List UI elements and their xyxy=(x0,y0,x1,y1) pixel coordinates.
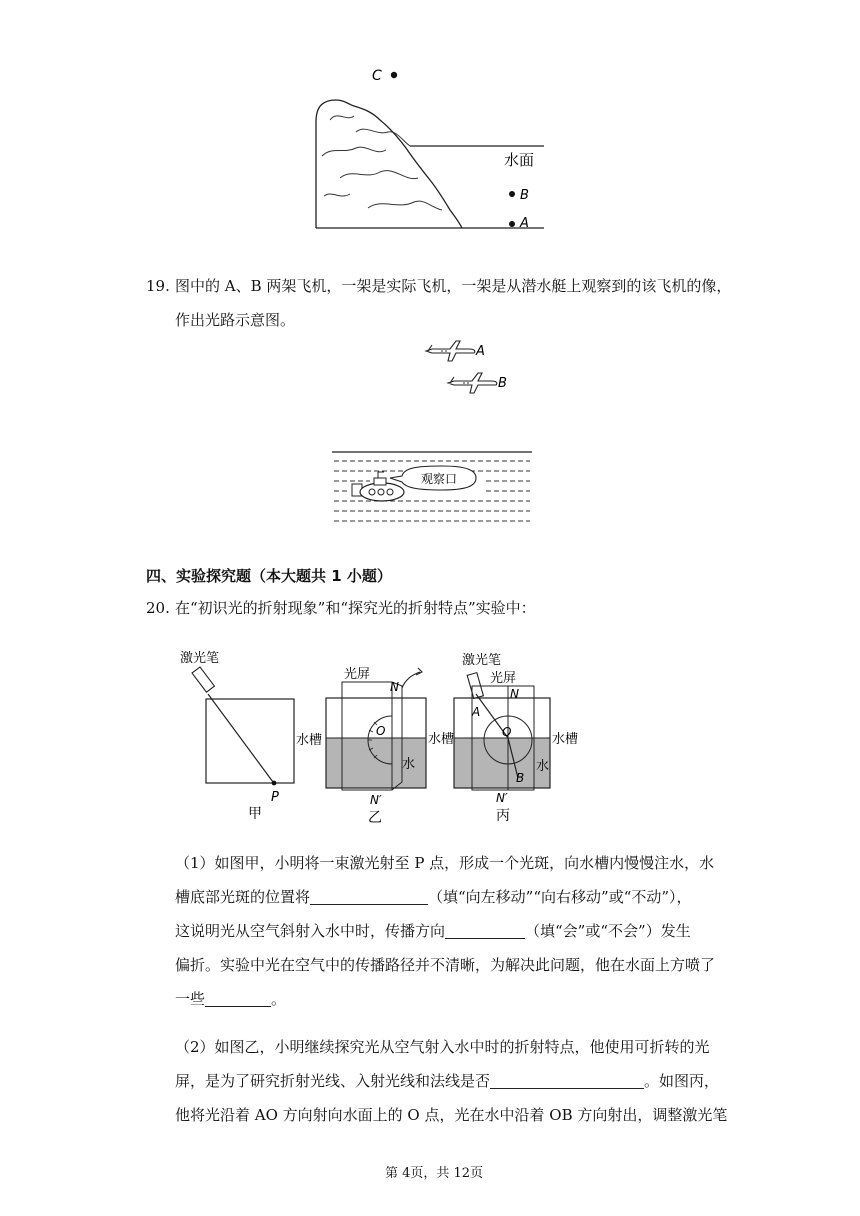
q19-number: 19. xyxy=(146,277,170,295)
label-c: C xyxy=(372,68,382,84)
q20-part1-line5a: 一些 xyxy=(175,990,206,1008)
plane-b-icon xyxy=(448,373,497,393)
yi-screen-label: 光屏 xyxy=(344,667,371,682)
jia-laser-label: 激光笔 xyxy=(180,651,220,666)
answer-blank-2[interactable] xyxy=(445,922,525,939)
label-b: B xyxy=(520,188,529,203)
yi-caption: 乙 xyxy=(368,810,382,826)
q20-part1-line3a: 这说明光从空气斜射入水中时，传播方向 xyxy=(175,922,446,940)
label-a: A xyxy=(520,216,529,231)
page-footer: 第 4页，共 12页 xyxy=(385,1166,484,1181)
q20-part1-line2a: 槽底部光斑的位置将 xyxy=(175,888,311,906)
fig-jia-diagram xyxy=(178,648,323,824)
fig-bing-diagram xyxy=(450,650,585,826)
point-a xyxy=(509,221,515,227)
yi-n-label: N xyxy=(390,680,399,694)
submarine-diagram xyxy=(330,448,534,524)
bing-caption: 丙 xyxy=(496,808,510,824)
rock-line xyxy=(324,194,350,196)
laser-pen-icon xyxy=(192,667,214,692)
planes-figure xyxy=(420,335,520,405)
bing-a-label: A xyxy=(472,705,481,719)
bing-screen-label: 光屏 xyxy=(490,671,517,686)
jia-tank xyxy=(206,699,294,783)
q20-part2-line2a: 屏，是为了研究折射光线、入射光线和法线是否 xyxy=(175,1072,491,1090)
cliff-water-diagram xyxy=(310,60,550,240)
yi-n-prime-label: N′ xyxy=(370,793,382,807)
fig-yi xyxy=(322,658,455,826)
jia-caption: 甲 xyxy=(248,806,262,822)
q20-stem: 在“初识光的折射现象”和“探究光的折射特点”实验中： xyxy=(175,599,536,617)
q19-text-line1: 图中的 A、B 两架飞机，一架是实际飞机，一架是从潜水艇上观察到的该飞机的像， xyxy=(175,277,732,295)
fig-bing xyxy=(450,650,585,826)
bing-laser-label: 激光笔 xyxy=(462,653,502,668)
q20-part2-line2b: 。如图丙， xyxy=(644,1072,720,1090)
fig-yi-diagram xyxy=(322,658,455,826)
window-label: 观察口 xyxy=(421,472,458,486)
q20-part1-line3 xyxy=(175,920,691,941)
point-c xyxy=(391,72,397,78)
q20-part2-line1: （2）如图乙，小明继续探究光从空气射入水中时的折射特点，他使用可折转的光 xyxy=(175,1038,710,1056)
q20-part1-line5 xyxy=(175,988,286,1009)
rock-line xyxy=(340,171,418,179)
submarine-figure xyxy=(330,448,534,524)
q20-part1-line5b: 。 xyxy=(271,990,287,1008)
yi-water-label: 水 xyxy=(402,757,416,772)
answer-blank-4[interactable] xyxy=(490,1072,644,1089)
q20-part2-line3: 他将光沿着 AO 方向射向水面上的 O 点，光在水中沿着 OB 方向射出，调整激光笔 xyxy=(175,1106,728,1124)
plane-a-label: A xyxy=(476,344,485,359)
bing-n-label: N xyxy=(510,687,519,701)
yi-tank-label: 水槽 xyxy=(428,732,455,747)
answer-blank-3[interactable] xyxy=(205,990,271,1007)
point-b xyxy=(509,191,515,197)
rotate-arrow-head xyxy=(416,668,422,675)
point-p xyxy=(272,781,277,786)
q20-part1-line1: （1）如图甲，小明将一束激光射至 P 点，形成一个光斑，向水槽内慢慢注水，水 xyxy=(175,854,715,872)
q20-part1-line2b: （填“向左移动”“向右移动”或“不动”）， xyxy=(428,888,692,906)
plane-b-label: B xyxy=(498,376,507,391)
q19-text-line2: 作出光路示意图。 xyxy=(175,311,296,329)
yi-o-label: O xyxy=(376,724,386,738)
planes-diagram xyxy=(420,335,520,405)
jia-tank-label: 水槽 xyxy=(296,733,323,748)
answer-blank-1[interactable] xyxy=(310,888,428,905)
rock-line xyxy=(330,116,354,120)
bing-water-label: 水 xyxy=(536,759,550,774)
rock-line xyxy=(322,147,386,156)
label-water-surface: 水面 xyxy=(504,151,535,169)
bing-b-label: B xyxy=(516,771,525,785)
q20-part1-line2 xyxy=(175,886,692,907)
cliff-outline xyxy=(316,100,462,228)
submarine-icon xyxy=(352,472,404,501)
jia-point-p-label: P xyxy=(271,790,279,805)
q20-part1-line3b: （填“会”或“不会”）发生 xyxy=(525,922,691,940)
bing-n-prime-label: N′ xyxy=(496,791,508,805)
rock-line xyxy=(368,201,442,210)
fig-jia xyxy=(178,648,323,824)
q20-part1-line4: 偏折。实验中光在空气中的传播路径并不清晰，为解决此问题，他在水面上方喷了 xyxy=(175,956,716,974)
q20-number: 20. xyxy=(146,599,170,617)
cliff-water-figure xyxy=(310,60,550,240)
bing-tank-label: 水槽 xyxy=(552,732,579,747)
plane-a-icon xyxy=(426,341,475,361)
q20-part2-line2 xyxy=(175,1070,719,1091)
section4-title: 四、实验探究题（本大题共 1 小题） xyxy=(146,567,392,585)
bing-o-label: O xyxy=(502,725,512,739)
